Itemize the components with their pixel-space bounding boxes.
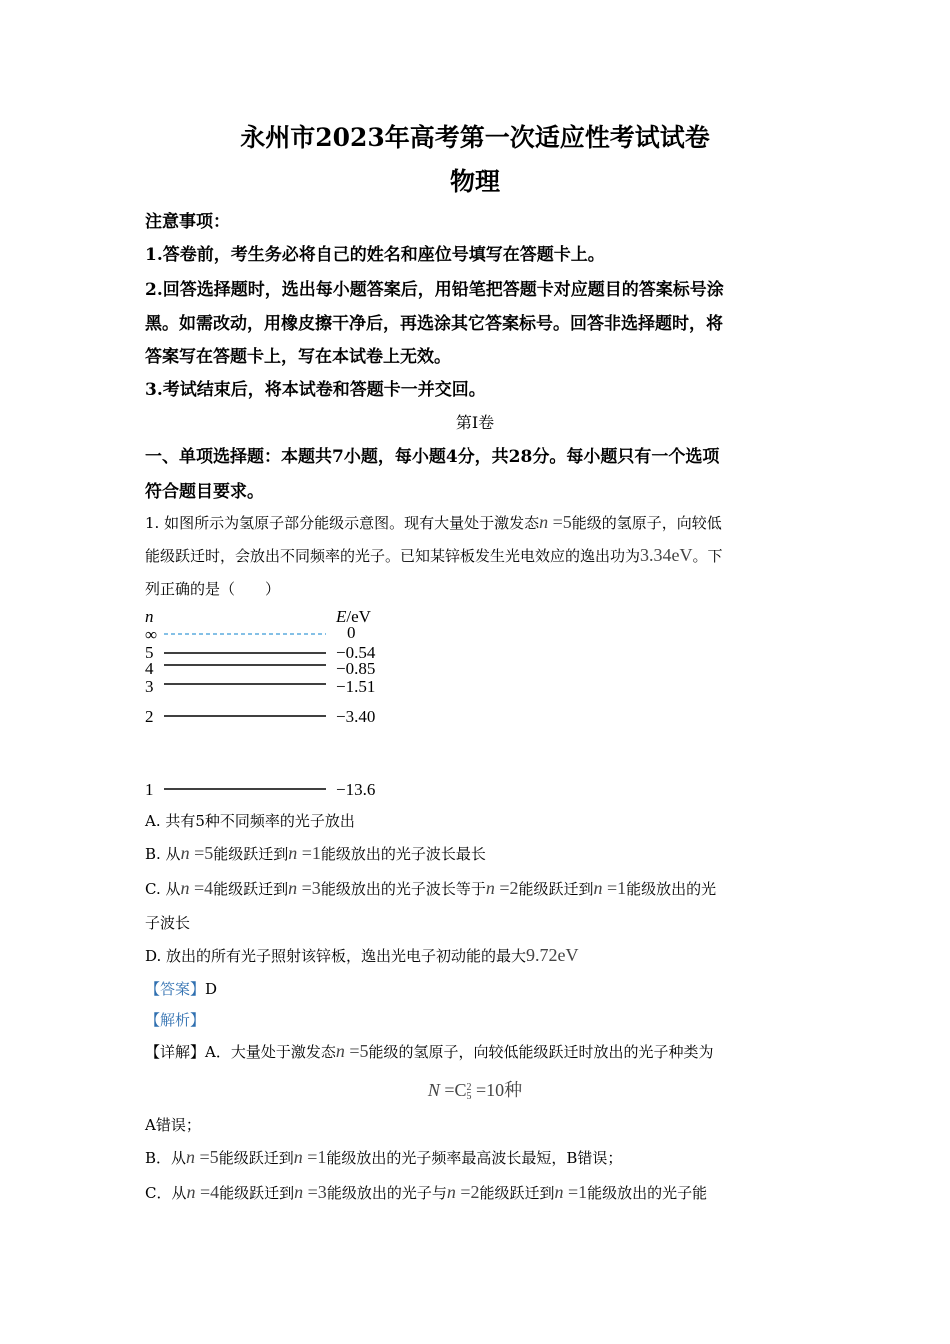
combination-formula: N =C 2 5 =10种 xyxy=(427,1080,523,1102)
option-c-line-1: C. 从n =4能级跃迁到n =3能级放出的光子波长等于n =2能级跃迁到n =1能级放出的光 xyxy=(145,878,717,898)
level-e-3: −1.51 xyxy=(336,677,376,696)
notice-item-2-line-3: 答案写在答题卡上，写在本试卷上无效。 xyxy=(145,347,451,367)
detail-c: C．从n =4能级跃迁到n =3能级放出的光子与n =2能级跃迁到n =1能级放出的光子能 xyxy=(145,1182,708,1202)
notice-item-2-line-1: 2.回答选择题时，选出每小题答案后，用铅笔把答题卡对应题目的答案标号涂 xyxy=(145,280,724,300)
notice-item-2-line-2: 黑。如需改动，用橡皮擦干净后，再选涂其它答案标号。回答非选择题时，将 xyxy=(145,314,723,334)
energy-axis-label: E/eV xyxy=(336,607,371,626)
detail-b: B．从n =5能级跃迁到n =1能级放出的光子频率最高波长最短，B错误； xyxy=(145,1147,623,1167)
answer-label: 【答案】 xyxy=(145,980,206,998)
level-n-4: 4 xyxy=(145,659,154,678)
level-e-5: −0.54 xyxy=(336,643,376,662)
option-b: B. 从n =5能级跃迁到n =1能级放出的光子波长最长 xyxy=(145,843,486,863)
answer xyxy=(145,978,217,999)
level-n-2: 2 xyxy=(145,707,154,726)
notice-heading: 注意事项： xyxy=(145,212,230,232)
q1-line-3: 列正确的是（ ） xyxy=(145,580,281,598)
work-function-value: 3.34eV xyxy=(640,545,693,565)
option-a: A. 共有5种不同频率的光子放出 xyxy=(145,812,355,830)
analysis-label: 【解析】 xyxy=(145,1011,206,1029)
answer-value: D xyxy=(205,980,218,998)
detail-a-conclusion: A错误； xyxy=(145,1116,201,1134)
level-e-4: −0.85 xyxy=(336,659,376,678)
detail-a: 【详解】A．大量处于激发态n =5能级的氢原子，向较低能级跃迁时放出的光子种类为 xyxy=(145,1041,714,1061)
level-n-infinity: ∞ xyxy=(145,625,158,644)
q1-line-1: 1. 如图所示为氢原子部分能级示意图。现有大量处于激发态n =5能级的氢原子，向较低 xyxy=(145,512,722,532)
level-e-1: −13.6 xyxy=(336,780,376,799)
q1-line-2: 能级跃迁时，会放出不同频率的光子。已知某锌板发生光电效应的逸出功为3.34eV。下 xyxy=(145,545,723,565)
notice-item-1: 1.答卷前，考生务必将自己的姓名和座位号填写在答题卡上。 xyxy=(145,245,605,265)
n-axis-label: n xyxy=(145,607,154,626)
subject-title: 物理 xyxy=(449,167,500,196)
level-e-2: −3.40 xyxy=(336,707,376,726)
option-d: D. 放出的所有光子照射该锌板，逸出光电子初动能的最大9.72eV xyxy=(145,945,579,965)
section-heading-line-1: 一、单项选择题：本题共7小题，每小题4分，共28分。每小题只有一个选项 xyxy=(145,447,720,467)
level-n-1: 1 xyxy=(145,780,154,799)
level-e-infinity: 0 xyxy=(347,623,356,642)
level-n-5: 5 xyxy=(145,643,154,662)
section-heading-line-2: 符合题目要求。 xyxy=(145,482,264,502)
level-n-3: 3 xyxy=(145,677,154,696)
volume-heading: 第Ⅰ卷 xyxy=(455,413,495,432)
exam-title: 永州市2023年高考第一次适应性考试试卷 xyxy=(240,123,710,152)
option-c-line-2: 子波长 xyxy=(145,914,191,932)
notice-item-3: 3.考试结束后，将本试卷和答题卡一并交回。 xyxy=(145,380,486,400)
energy-level-diagram xyxy=(140,600,400,800)
